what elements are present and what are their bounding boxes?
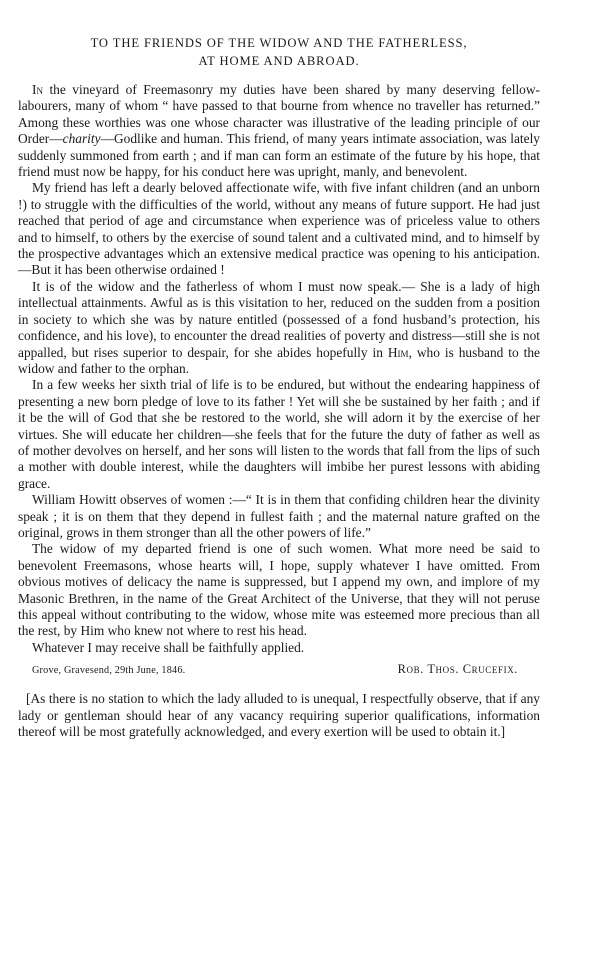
paragraph-1 bbox=[18, 82, 540, 180]
document-title bbox=[18, 34, 540, 70]
paragraph-3-text-b: , who is husband to the widow and father to the orphan. bbox=[18, 344, 541, 376]
signature-block bbox=[18, 662, 540, 677]
editorial-note: [As there is no station to which the lady alluded to is unequal, I respectfully observe, that if any lady or gentleman should hear of any vacancy requiring superior qualifications, information thereof will be most gratefully acknowledged, and every exertion will be used to obtain it.] bbox=[18, 691, 540, 740]
signature-name: Rob. Thos. Crucefix. bbox=[397, 662, 518, 677]
paragraph-3-him: Him bbox=[387, 344, 409, 360]
drop-word: In bbox=[32, 82, 43, 97]
paragraph-4: In a few weeks her sixth trial of life is to be endured, but without the endearing happiness of presenting a new born pledge of love to its father ! Yet will she be sustained by her faith ; and if it be the will of God that she be restored to the world, she will adorn it by the exercise of her virtues. She will educate her children—she feels that for the future the duty of father as well as of mother devolves on herself, and her sons will listen to the words that fall from the lips of such a mother with double interest, while the daughters will imbibe her purest lessons with abiding grace. bbox=[18, 377, 540, 491]
paragraph-2: My friend has left a dearly beloved affectionate wife, with five infant children (and an unborn !) to struggle with the difficulties of the world, without any means of future support. He had just reached that period of age and circumstance when experience was of priceless value to others and to himself, to others by the exercise of sound talent and a cultivated mind, and to himself by the prospective advantages which an extensive medical practice was opening to his anticipation.—But it has been otherwise ordained ! bbox=[18, 180, 540, 278]
paragraph-7: Whatever I may receive shall be faithfully applied. bbox=[32, 639, 305, 655]
document-page bbox=[18, 34, 540, 740]
paragraph-1-text-b: —Godlike and human. This friend, of many years intimate association, was lately suddenly summoned from earth ; and if man can form an estimate of the future by his hope, that friend must now be happy, for his conduct here was upright, manly, and benevolent. bbox=[18, 131, 540, 180]
title-line-1: TO THE FRIENDS OF THE WIDOW AND THE FATHERLESS, bbox=[90, 36, 468, 50]
paragraph-3 bbox=[18, 279, 540, 377]
paragraph-3-text-a: It is of the widow and the fatherless of whom I must now speak.— She is a lady of high intellectual attainments. Awful as is this visitation to her, reduced on the sudden from a position in society to which she was by nature entitled (possessed of a fond husband’s protection, his confidence, and his love), to encounter the dread realities of poverty and distress—still she is not appalled, but rises superior to despair, for she abides hopefully in bbox=[18, 278, 540, 360]
title-line-2: AT HOME AND ABROAD. bbox=[198, 54, 360, 68]
signature-place-date: Grove, Gravesend, 29th June, 1846. bbox=[32, 665, 186, 677]
paragraph-5: William Howitt observes of women :—“ It is in them that confiding children hear the divinity speak ; it is on them that they depend in fullest faith ; and the maternal nature grafted on the original, grows in them stronger than all the other powers of life.” bbox=[18, 492, 540, 540]
paragraph-1-text-a: the vineyard of Freemasonry my duties have been shared by many deserving fellow-labourers, many of whom “ have passed to that bourne from whence no traveller has returned.” Among these worthies was one whose character was illustrative of the leading principle of our Order— bbox=[18, 82, 540, 147]
paragraph-1-italic: charity bbox=[62, 131, 101, 147]
paragraph-6: The widow of my departed friend is one of such women. What more need be said to benevolent Freemasons, whose hearts will, I hope, supply whatever I have omitted. From obvious motives of delicacy the name is suppressed, but I append my own, and implore of my Masonic Brethren, in the name of the Great Architect of the Universe, that they will not peruse this appeal without contributing to the widow, whose mite was esteemed more precious than all the rest, by Him who knew not where to rest his head. bbox=[18, 541, 540, 639]
